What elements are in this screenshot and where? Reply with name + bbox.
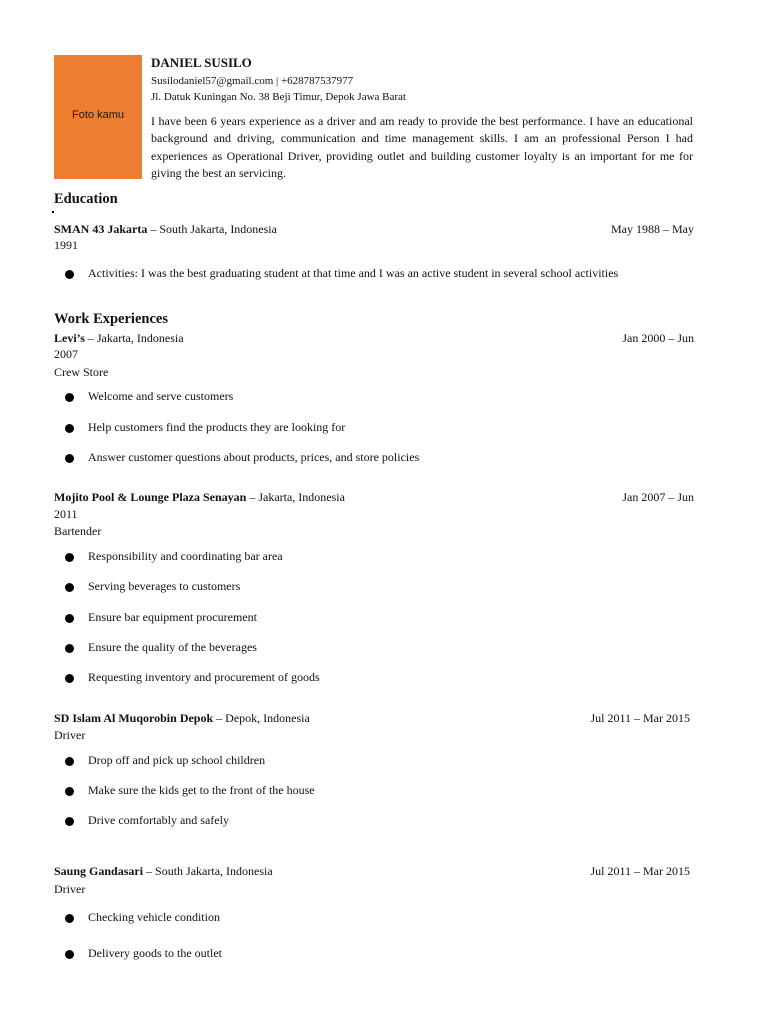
list-item: Serving beverages to customers xyxy=(65,579,240,594)
list-item: Ensure the quality of the beverages xyxy=(65,640,257,655)
list-item: Delivery goods to the outlet xyxy=(65,946,222,961)
education-entry xyxy=(54,222,694,237)
work-heading: Work Experiences xyxy=(54,311,168,327)
job-date-wrap: 2007 xyxy=(54,347,78,361)
address-line: Jl. Datuk Kuningan No. 38 Beji Timur, Depok Jawa Barat xyxy=(151,91,406,103)
job-role: Driver xyxy=(54,882,86,896)
job-role: Driver xyxy=(54,728,86,742)
company-name: Levi’s xyxy=(54,331,85,345)
job-entry xyxy=(54,711,690,726)
job-date: Jan 2000 – Jun xyxy=(622,331,694,345)
list-item: Requesting inventory and procurement of goods xyxy=(65,670,320,685)
job-role: Crew Store xyxy=(54,365,109,379)
school-location: – South Jakarta, Indonesia xyxy=(147,222,277,236)
list-item: Help customers find the products they are looking for xyxy=(65,420,345,435)
job-date: Jan 2007 – Jun xyxy=(622,490,694,504)
education-date: May 1988 – May xyxy=(611,222,694,236)
list-item: Make sure the kids get to the front of the house xyxy=(65,783,315,798)
job-date-wrap: 2011 xyxy=(54,507,78,521)
list-item: Drop off and pick up school children xyxy=(65,753,265,768)
list-item: Checking vehicle condition xyxy=(65,910,220,925)
education-heading: Education xyxy=(54,191,118,207)
job-location: – Jakarta, Indonesia xyxy=(246,490,345,504)
list-item: Activities: I was the best graduating student at that time and I was an active student in several school activities xyxy=(65,266,618,281)
school-name: SMAN 43 Jakarta xyxy=(54,222,148,236)
job-date: Jul 2011 – Mar 2015 xyxy=(590,711,690,725)
list-item: Responsibility and coordinating bar area xyxy=(65,549,283,564)
job-entry xyxy=(54,331,694,346)
job-entry xyxy=(54,864,690,879)
stray-dot xyxy=(52,211,54,213)
list-item: Welcome and serve customers xyxy=(65,389,233,404)
job-role: Bartender xyxy=(54,524,102,538)
candidate-name: DANIEL SUSILO xyxy=(151,55,252,70)
list-item: Answer customer questions about products, prices, and store policies xyxy=(65,450,419,465)
list-item: Drive comfortably and safely xyxy=(65,813,229,828)
contact-block xyxy=(151,73,406,105)
company-name: Mojito Pool & Lounge Plaza Senayan xyxy=(54,490,247,504)
job-location: – South Jakarta, Indonesia xyxy=(143,864,273,878)
job-entry xyxy=(54,490,694,505)
job-date: Jul 2011 – Mar 2015 xyxy=(590,864,690,878)
photo-label: Foto kamu xyxy=(72,109,124,121)
education-date-wrap: 1991 xyxy=(54,238,78,252)
job-location: – Depok, Indonesia xyxy=(213,711,310,725)
profile-photo-placeholder xyxy=(54,55,142,179)
list-item: Ensure bar equipment procurement xyxy=(65,610,257,625)
summary-paragraph: I have been 6 years experience as a driver and am ready to provide the best performance. I have an educational background and driving, communication and time management skills. I am an professional Person I had experiences as Operational Driver, providing outlet and building customer loyalty is an important for me for giving the best an servicing. xyxy=(151,114,693,180)
company-name: Saung Gandasari xyxy=(54,864,144,878)
contact-line: Susilodaniel57@gmail.com | +628787537977 xyxy=(151,75,354,87)
job-location: – Jakarta, Indonesia xyxy=(84,331,184,345)
company-name: SD Islam Al Muqorobin Depok xyxy=(54,711,214,725)
